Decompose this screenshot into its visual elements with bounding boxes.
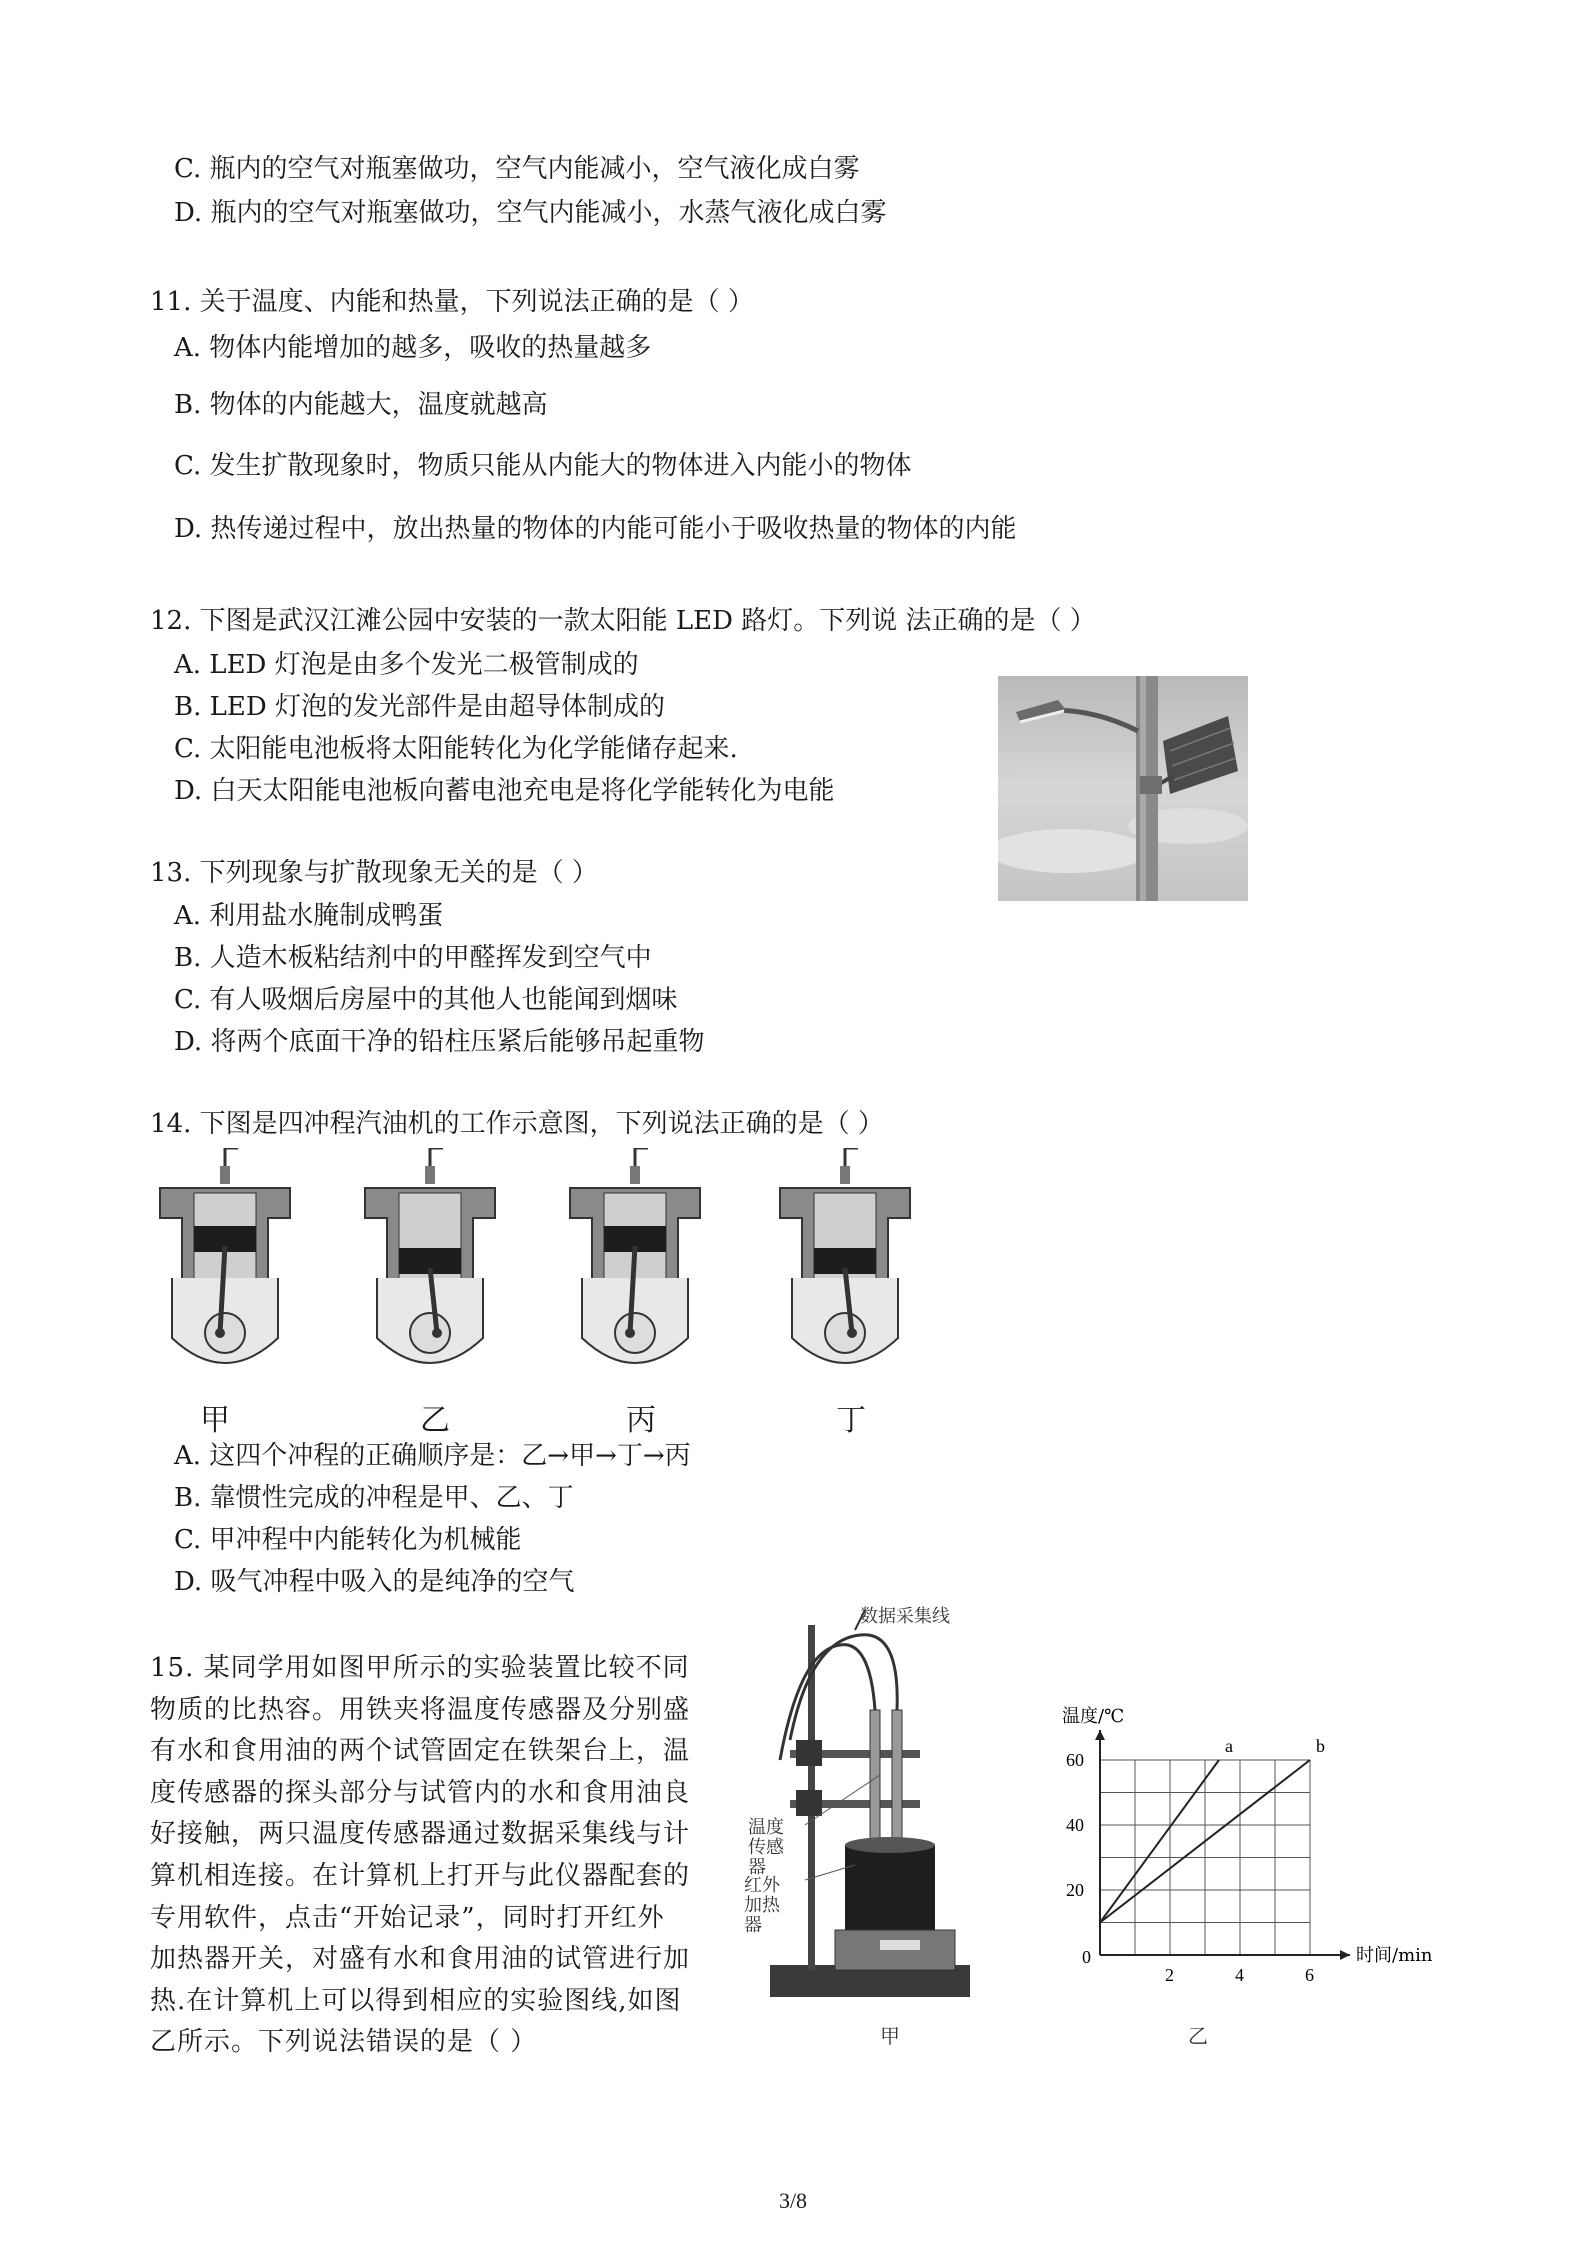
data-cable-label: 数据采集线 bbox=[860, 1606, 950, 1627]
q12-stem: 12. 下图是武汉江滩公园中安装的一款太阳能 LED 路灯。下列说 法正确的是（ ） bbox=[150, 606, 1096, 636]
q13-stem: 13. 下列现象与扩散现象无关的是（ ） bbox=[150, 858, 598, 888]
engine-label-bing: 丙 bbox=[626, 1403, 656, 1438]
q13-option-b: B. 人造木板粘结剂中的甲醛挥发到空气中 bbox=[174, 943, 652, 973]
q11-option-a: A. 物体内能增加的越多，吸收的热量越多 bbox=[174, 333, 652, 363]
q15-text-line: 专用软件，点击“开始记录”，同时打开红外 bbox=[150, 1902, 665, 1933]
q14-option-b: B. 靠惯性完成的冲程是甲、乙、丁 bbox=[174, 1483, 574, 1513]
q12-option-b: B. LED 灯泡的发光部件是由超导体制成的 bbox=[174, 692, 665, 722]
page-number: 3/8 bbox=[778, 2188, 808, 2213]
y-axis-label: 温度/℃ bbox=[1062, 1706, 1125, 1727]
x-tick-label: 4 bbox=[1235, 1965, 1244, 1985]
series-label-a: a bbox=[1225, 1736, 1233, 1756]
y-tick-label: 60 bbox=[1066, 1750, 1084, 1770]
engine-label-yi: 乙 bbox=[420, 1403, 450, 1438]
graph-caption: 乙 bbox=[1188, 2024, 1208, 2048]
x-tick-label: 2 bbox=[1165, 1965, 1174, 1985]
x-axis-arrow bbox=[1340, 1950, 1350, 1960]
q10-option-d: D. 瓶内的空气对瓶塞做功，空气内能减小，水蒸气液化成白雾 bbox=[174, 198, 887, 228]
series-line-a bbox=[1100, 1760, 1219, 1923]
engine-bing-diagram bbox=[560, 1148, 710, 1378]
q15-text-line: 算机相连接。在计算机上打开与此仪器配套的 bbox=[150, 1861, 691, 1891]
y-tick-label: 20 bbox=[1066, 1880, 1084, 1900]
q15-text-line: 15. 某同学用如图甲所示的实验装置比较不同 bbox=[150, 1653, 690, 1683]
y-tick-label: 40 bbox=[1066, 1815, 1084, 1835]
q15-text-line: 物质的比热容。用铁夹将温度传感器及分别盛 bbox=[150, 1694, 691, 1725]
q11-option-b: B. 物体的内能越大，温度就越高 bbox=[174, 390, 548, 420]
q11-option-d: D. 热传递过程中，放出热量的物体的内能可能小于吸收热量的物体的内能 bbox=[174, 514, 1017, 544]
q11-stem: 11. 关于温度、内能和热量，下列说法正确的是（ ） bbox=[150, 287, 754, 317]
y-axis-arrow bbox=[1095, 1730, 1105, 1740]
q15-text-line: 热.在计算机上可以得到相应的实验图线,如图 bbox=[150, 1985, 682, 2016]
q12-option-c: C. 太阳能电池板将太阳能转化为化学能储存起来. bbox=[174, 734, 738, 764]
q11-option-c: C. 发生扩散现象时，物质只能从内能大的物体进入内能小的物体 bbox=[174, 451, 912, 481]
q14-stem: 14. 下图是四冲程汽油机的工作示意图，下列说法正确的是（ ） bbox=[150, 1109, 884, 1139]
q14-option-d: D. 吸气冲程中吸入的是纯净的空气 bbox=[174, 1567, 575, 1597]
q12-option-d: D. 白天太阳能电池板向蓄电池充电是将化学能转化为电能 bbox=[174, 776, 835, 806]
tick-label-origin: 0 bbox=[1082, 1947, 1091, 1967]
q15-text-line: 加热器开关，对盛有水和食用油的试管进行加 bbox=[150, 1944, 691, 1975]
q12-option-a: A. LED 灯泡是由多个发光二极管制成的 bbox=[174, 650, 639, 680]
temperature-sensor-label: 温度传感器 bbox=[748, 1817, 784, 1878]
apparatus-caption: 甲 bbox=[880, 2024, 900, 2048]
engine-label-jia: 甲 bbox=[200, 1403, 230, 1438]
q14-option-c: C. 甲冲程中内能转化为机械能 bbox=[174, 1525, 522, 1555]
q10-option-c: C. 瓶内的空气对瓶塞做功，空气内能减小，空气液化成白雾 bbox=[174, 154, 860, 184]
q13-option-d: D. 将两个底面干净的铅柱压紧后能够吊起重物 bbox=[174, 1027, 705, 1057]
solar-led-streetlight-photo bbox=[998, 676, 1248, 901]
q14-option-a: A. 这四个冲程的正确顺序是：乙→甲→丁→丙 bbox=[174, 1441, 691, 1471]
engine-jia-diagram bbox=[150, 1148, 300, 1378]
q15-text-line: 乙所示。下列说法错误的是（ ） bbox=[150, 2027, 538, 2058]
q13-option-c: C. 有人吸烟后房屋中的其他人也能闻到烟味 bbox=[174, 985, 678, 1015]
q15-text-line: 度传感器的探头部分与试管内的水和食用油良 bbox=[150, 1777, 691, 1808]
x-tick-label: 6 bbox=[1305, 1965, 1314, 1985]
q13-option-a: A. 利用盐水腌制成鸭蛋 bbox=[174, 901, 444, 931]
engine-label-ding: 丁 bbox=[836, 1403, 866, 1438]
infrared-heater-label: 红外加热器 bbox=[744, 1875, 780, 1936]
x-axis-label: 时间/min bbox=[1356, 1945, 1433, 1966]
series-label-b: b bbox=[1316, 1736, 1325, 1756]
engine-yi-diagram bbox=[355, 1148, 505, 1378]
q15-text-line: 好接触，两只温度传感器通过数据采集线与计 bbox=[150, 1819, 691, 1850]
q15-text-line: 有水和食用油的两个试管固定在铁架台上，温 bbox=[150, 1736, 691, 1767]
temperature-time-graph bbox=[1040, 1700, 1460, 2000]
heating-apparatus-figure bbox=[760, 1600, 1000, 2020]
engine-ding-diagram bbox=[770, 1148, 920, 1378]
